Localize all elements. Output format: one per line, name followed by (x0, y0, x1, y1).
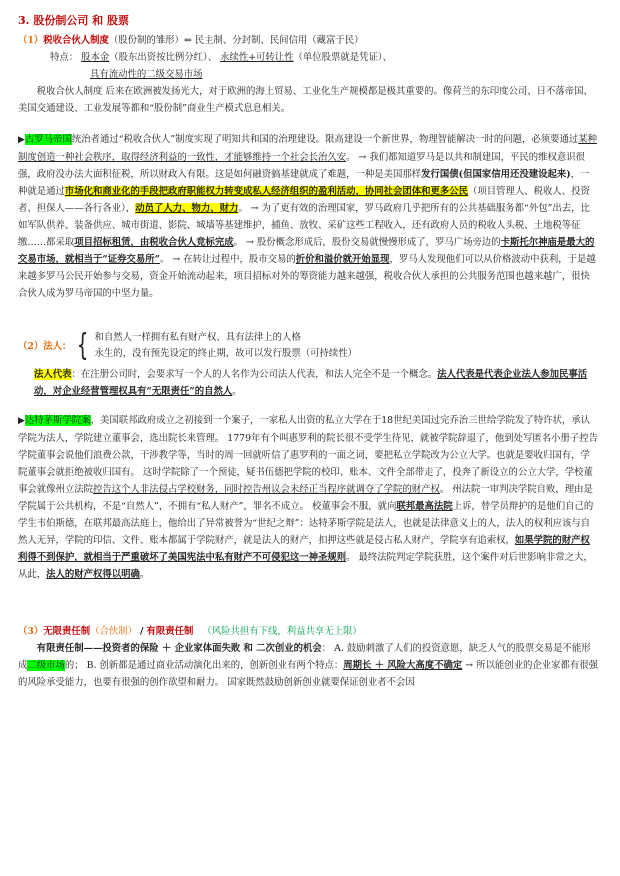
s3-text-e: 周期长 ＋ 风险大高度不确定 (343, 660, 463, 671)
triangle-bullet-icon: ▶ (18, 135, 25, 145)
s3-title-num: （3） (18, 626, 44, 637)
dart-text-b: 控告这个人非法侵占学校财务，同时控告州议会未经正当程序就调夺了学院的财产权 (93, 484, 440, 495)
dart-text-f: 如果学院的财产权利得不到保护，就相当于严重破坏了美国宪法中私有财产不可侵犯这一神圣规则 (18, 535, 590, 563)
feature-capital-note: （股东出资按比例分红）、 (109, 52, 218, 63)
s1-title: 税收合伙人制度 (43, 35, 109, 46)
rome-text-b: 某种制度创造一种社会秩序，取得经济利益的一致性，才能够维持一个社会长治久安 (18, 134, 598, 163)
dart-text-i: 。 (139, 569, 150, 580)
rep-paragraph (18, 366, 598, 400)
s3-slogan: （风险共担有下线，利益共享无上限） (202, 626, 362, 637)
rome-paragraph (18, 131, 598, 302)
rome-text-i: 。 → 为了更有效的治理国家，罗马政府几乎把所有的公共基础服务都“外包”出去，比如军队供养、装备供应、城市街道、影院、城墙等基建维护，捕鱼、放牧、采矿这些工程收入，还有政府人员的税收人头税、土地税等征缴……都采取 (18, 203, 590, 248)
s1-features-line (18, 49, 598, 66)
feature-capital: 股本金 (81, 52, 110, 63)
rome-tag: 古罗马帝国 (24, 134, 72, 145)
s3-text-c: 二级市场 (27, 660, 65, 671)
dart-text-a: ，美国联邦政府成立之初接到一个案子，一家私人出资的私立大学在于18世纪美国过完乔治三世给学院发了特许状，承认学院为法人，学院建立董事会，选出院长来管理。 1779年有个叫惠罗利的院长很不受学生待见，就被学院辞退了，他到处写匿名小册子控告学院董事会说他们浪费公款，干涉教学等，当时的周一回就听信了惠罗利的一面之词，要把私立学院改为公立大学。也就是要收归国有，学院董事会就拒绝被收归国有。 这时学院除了一个预徒，疑书伍德把学院的校印、账本、文件全部带走了，投奔了新设立的公立大学，学校董事会就像州立法院 (18, 415, 598, 495)
rome-text-g: （项目管理人、税收人、投资者、担保人——各行各业）， (18, 186, 590, 214)
rome-text-e: ，一种就是通过 (18, 169, 590, 197)
dart-text-h: 法人的财产权得以明确 (46, 569, 140, 580)
feature-perpetual-note: （单位股票就是凭证）、 (293, 52, 392, 63)
rep-text-b: 法人代表是代表企业法人参加民事活动，对企业经营管理权具有“无限责任”的自然人 (34, 369, 588, 397)
dart-text-d: 联邦最高法院 (396, 501, 453, 512)
s1-title-note: （股份制的雏形）⇐ 民主制、分封制、民间信用（藏富于民） (108, 35, 364, 46)
s3-title: 无限责任制 (43, 626, 91, 637)
feature-perpetual: 永续性+可转让性 (220, 52, 294, 63)
rome-text-c: 。 → 我们都知道罗马是以共和制建国，平民的维权意识很强，政府没办法大面积征税，所以财政入有限。这是如何融资搞基建就成了难题，一种是美国那样 (18, 152, 585, 180)
rep-text-c: 。 (232, 386, 242, 397)
features-label: 特点： (50, 52, 79, 63)
s3-text-f: → 所以能创业的企业家都有很强的风险承受能力，也要有很强的创作欲望和耐力。 国家既然鼓励创新创业就要保证创业者不会因 (18, 660, 598, 688)
s1-intro-paragraph: 税收合伙人制度 后来在欧洲被发扬光大，对于欧洲的海上贸易、工业化生产规模都是极其重要的。像荷兰的东印度公司、日不落帝国、美国交通建设、工业发展等都和“股份制”商业生产模式息息相关。 (18, 86, 593, 114)
rome-text-o: ，罗马人发现他们可以从价格波动中获利，于是越来越多罗马公民开始参与交易，资金开始流动起来，项目招标对外的筹资能力越来越强，税收合伙人承担的公共服务范围也越来越广，很快合伙人成为罗马帝国的中坚力量。 (18, 254, 596, 299)
dart-text-e: 上诉，替学员辩护的是他们自己的学生韦伯斯德，在联邦最高法庭上，他给出了异常被誉为“世纪之辩”：达特茅斯学院是法人，也就是法律意义上的人，法人的权利应该与自然人无异，学院的印信、文件、账本都属于学院财产，就是法人的财产，扣押这些就是侵占私人财产，学院享有追索权， (18, 501, 594, 546)
s3-title-note: （合伙制） (90, 626, 138, 637)
rome-text-a: 统治者通过“税收合伙人”制度实现了明知共和国的治理建设。限高建设一个新世界，物理智能解决一时的问题，必须要通过 (71, 134, 579, 145)
rome-text-j: 项目招标租赁，由税收合伙人竞标完成 (74, 237, 234, 248)
s3-separator: / (140, 626, 144, 637)
rome-text-f: 市场化和商业化的手段把政府职能权力转变成私人经济组织的盈利活动，协同社会团体和更多公民 (64, 186, 469, 197)
section-heading: 3. 股份制公司 和 股票 (18, 14, 129, 27)
s3-paragraph (18, 640, 598, 691)
rome-text-h: 动员了人力、物力、财力 (135, 203, 239, 214)
rome-text-m: 。 → 在转让过程中，股市交易的 (160, 254, 296, 265)
s1-feature3-line (18, 66, 598, 83)
rep-tag: 法人代表 (34, 369, 72, 380)
rome-text-d: 发行国债(但国家信用还没建设起来) (421, 169, 571, 180)
rome-text-l: 卡斯托尔神庙是最大的交易市场，就相当于“证券交易所” (18, 237, 595, 265)
s2-title-block (18, 330, 598, 362)
brace-line-2: 永生的，没有预先设定的终止期，故可以发行股票（可持续性） (94, 348, 358, 359)
s1-title-line (18, 32, 598, 49)
rome-text-n: 折价和溢价就开始显现 (295, 254, 390, 265)
s3-title-line (18, 623, 598, 640)
dart-text-g: 。 最终法院判定学院获胜，这个案件对后世影响非常之大，从此， (18, 552, 593, 580)
rome-text-k: 。 → 股份概念形成后，股份交易就慢慢形成了，罗马广场旁边的 (233, 237, 501, 248)
dart-text-c: 。 州法院一审判决学院自败，理由是学院属于公共机构，不是“自然人”，不拥有“私人财产”，罪名不成立。 校董事会不服，就向 (18, 484, 593, 512)
s3-text-d: 的； B. 创新都是通过商业活动演化出来的，创新创业有两个特点： (64, 660, 344, 671)
triangle-bullet-icon: ▶ (18, 416, 25, 426)
rep-text-a: ：在注册公司时，会要求写一个人的人名作为公司法人代表，和法人完全不是一个概念。 (71, 369, 438, 380)
brace-line-1: 和自然人一样拥有私有财产权、具有法律上的人格 (94, 332, 301, 343)
feature-secondary-market: 具有流动性的二级交易市场 (90, 69, 203, 80)
dartmouth-tag: 达特茅斯学院案 (24, 415, 91, 426)
s3-text-b: ： A. 鼓励刺激了人们的投资意愿，缺乏人气的股票交易是不能形成 (18, 643, 591, 671)
s1-title-num: （1） (18, 35, 44, 46)
dartmouth-paragraph (18, 412, 598, 583)
brace-icon: { (77, 328, 89, 363)
s3-text-a: 有限责任制——投资者的保险 ＋ 企业家体面失败 和 二次创业的机会 (36, 643, 322, 654)
s2-title: （2）法人： (18, 340, 72, 352)
s3-title2: 有限责任制 (146, 626, 194, 637)
